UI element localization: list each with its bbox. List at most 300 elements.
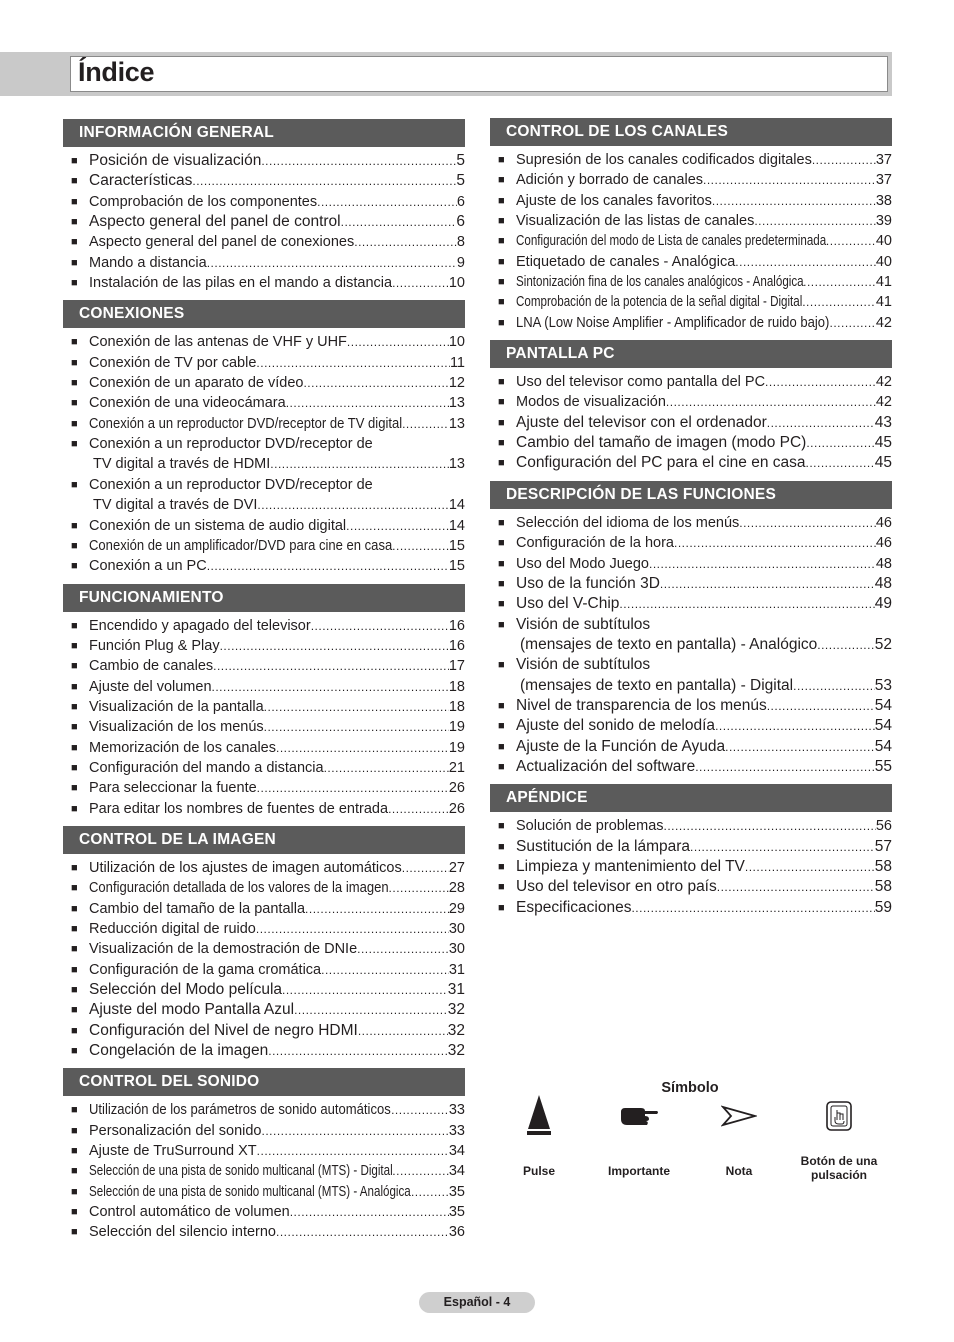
square-bullet-icon: ■ [498,820,505,833]
dot-leader [826,231,876,251]
section-heading: PANTALLA PC [490,340,892,368]
dot-leader [212,677,449,697]
square-bullet-icon: ■ [71,377,78,390]
toc-section [63,300,465,576]
square-bullet-icon: ■ [71,1004,78,1017]
page-number: 16 [448,617,465,634]
toc-list [490,509,892,777]
entry-text: Selección de una pista de sonido multicanal (MTS) - Digital [89,1163,393,1180]
toc-entry[interactable] [71,799,465,819]
square-bullet-icon: ■ [71,519,78,532]
dot-leader [220,636,449,656]
symbol-boton [791,1092,887,1182]
square-bullet-icon: ■ [498,760,505,773]
entry-text: Visualización de la demostración de DNIe [89,941,358,958]
page-number: 45 [874,434,892,452]
page-number: 27 [448,859,465,876]
section-gap [490,777,892,784]
toc-entry[interactable] [71,414,465,434]
page-number: 8 [456,234,465,251]
entry-text: Sustitución de la lámpara [516,837,691,855]
entry-text: Ajuste de la Función de Ayuda [516,737,726,755]
toc-entry[interactable] [498,413,892,433]
dot-leader [256,919,449,939]
entry-text: Conexión de las antenas de VHF y UHF [89,334,347,351]
dot-leader [286,393,449,413]
dot-leader [812,150,876,170]
toc-entry[interactable] [71,677,465,697]
toc-entry[interactable] [71,373,465,393]
toc-entry[interactable] [498,696,892,716]
page-number: 59 [874,898,892,916]
square-bullet-icon: ■ [71,963,78,976]
toc-entry[interactable] [71,212,465,232]
section-gap [490,474,892,481]
page-number: 34 [448,1143,465,1160]
square-bullet-icon: ■ [498,840,505,853]
toc-entry[interactable] [71,393,465,413]
page-number: 54 [874,717,892,735]
square-bullet-icon: ■ [71,680,78,693]
entry-text: Configuración del Nivel de negro HDMI [89,1021,358,1039]
square-bullet-icon: ■ [71,721,78,734]
symbol-nota [691,1092,787,1178]
toc-entry[interactable] [498,816,892,836]
page-number: 40 [875,253,892,270]
toc-entry[interactable] [71,858,465,878]
square-bullet-icon: ■ [71,539,78,552]
page-number: 42 [875,374,892,391]
dot-leader [192,171,456,191]
square-bullet-icon: ■ [498,598,505,611]
entry-text: Visión de subtítulos [516,615,651,633]
dot-leader [264,717,449,737]
entry-text: Mando a distancia [89,254,207,271]
toc-entry[interactable] [71,516,465,536]
toc-entry[interactable] [71,1222,465,1242]
page-number: 18 [448,678,465,695]
square-bullet-icon: ■ [71,560,78,573]
toc-entry[interactable] [71,616,465,636]
page-number: 39 [875,213,892,230]
square-bullet-icon: ■ [71,861,78,874]
dot-leader [294,1000,448,1020]
toc-entry[interactable] [71,273,465,293]
toc-entry[interactable] [71,536,465,556]
toc-entry[interactable] [71,1161,465,1181]
toc-entry[interactable] [71,232,465,252]
entry-text: Conexión de un aparato de vídeo [89,375,304,392]
symbol-label: Pulse [522,1164,555,1178]
dot-leader [324,758,449,778]
entry-text: Modos de visualización [516,394,666,411]
toc-entry[interactable] [498,574,892,594]
square-bullet-icon: ■ [498,860,505,873]
toc-entry[interactable] [498,594,892,614]
dot-leader [392,273,449,293]
dot-leader [830,313,876,333]
page-number: 36 [448,1224,465,1241]
dot-leader [739,513,876,533]
toc-entry[interactable] [71,1021,465,1041]
entry-text: Ajuste de TruSurround XT [89,1143,257,1160]
entry-text: Configuración del mando a distancia [89,759,324,776]
symbol-importante [591,1092,687,1178]
entry-text: Nivel de transparencia de los menús [516,696,767,714]
toc-section [63,826,465,1061]
toc-entry[interactable] [71,758,465,778]
page-number: 32 [447,1021,465,1039]
dot-leader [262,1121,449,1141]
page-number: 35 [448,1204,465,1221]
toc-entry[interactable] [498,191,892,211]
toc-entry[interactable] [71,919,465,939]
dot-leader [257,1141,449,1161]
square-bullet-icon: ■ [498,457,505,470]
square-bullet-icon: ■ [71,236,78,249]
section-heading: APÉNDICE [490,784,892,812]
entry-text: Conexión a un PC [89,558,207,575]
dot-leader [802,292,876,312]
section-gap [63,293,465,300]
entry-text: Conexión a un reproductor DVD/receptor de [89,436,373,453]
dot-leader [402,858,449,878]
dot-leader [392,536,449,556]
toc-entry[interactable] [71,778,465,798]
toc-entry[interactable] [498,292,892,312]
toc-entry[interactable] [71,1141,465,1161]
dot-leader [276,738,449,758]
page-number: 43 [874,413,892,431]
toc-entry[interactable] [71,353,465,373]
dot-leader [725,737,875,757]
entry-text: Conexión de una videocámara [89,395,286,412]
one-touch-button-icon [791,1092,887,1140]
dot-leader [270,454,449,474]
page-number: 58 [874,857,892,875]
entry-text: Características [89,172,193,190]
page-number: 14 [448,497,465,514]
entry-text: Visualización de los menús [89,719,264,736]
dot-leader [268,1041,448,1061]
toc-entry[interactable] [498,837,892,857]
symbol-label: Botón de una pulsación [800,1154,878,1182]
dot-leader [305,899,449,919]
toc-entry[interactable] [71,1121,465,1141]
page-number: 6 [456,193,465,210]
toc-list [490,146,892,333]
square-bullet-icon: ■ [71,1185,78,1198]
toc-entry[interactable] [71,253,465,273]
entry-text: Cambio de canales [89,658,214,675]
square-bullet-icon: ■ [71,660,78,673]
toc-entry[interactable] [498,615,892,656]
square-bullet-icon: ■ [71,1124,78,1137]
square-bullet-icon: ■ [498,276,505,289]
page-number: 31 [447,981,465,999]
entry-text: Conexión a un reproductor DVD/receptor de TV digital [89,415,403,432]
square-bullet-icon: ■ [71,478,78,491]
toc-entry[interactable] [498,737,892,757]
entry-text: Instalación de las pilas en el mando a distancia [89,275,393,292]
toc-entry[interactable] [71,192,465,212]
toc-entry[interactable] [71,1202,465,1222]
entry-text: Selección del idioma de los menús [516,514,740,531]
section-heading: DESCRIPCIÓN DE LAS FUNCIONES [490,481,892,509]
page-number: 32 [447,1042,465,1060]
square-bullet-icon: ■ [71,761,78,774]
square-bullet-icon: ■ [498,740,505,753]
page-number: 48 [875,555,892,572]
toc-entry[interactable] [498,716,892,736]
entry-text: (mensajes de texto en pantalla) - Digital [520,676,794,694]
page-number: 40 [875,233,892,250]
dot-leader [631,898,874,918]
toc-entry[interactable] [498,898,892,918]
toc-list [63,1096,465,1242]
square-bullet-icon: ■ [71,256,78,269]
dot-leader [402,414,449,434]
page-number: 15 [448,537,465,554]
symbol-label: Nota [725,1164,753,1178]
entry-text: Reducción digital de ruido [89,921,256,937]
square-bullet-icon: ■ [71,923,78,935]
toc-entry[interactable] [71,980,465,1000]
toc-section [490,784,892,918]
entry-text: Selección del silencio interno [89,1224,276,1241]
entry-text: Ajuste del volumen [89,678,212,695]
toc-entry[interactable] [498,857,892,877]
toc-entry[interactable] [498,433,892,453]
arrow-note-icon [691,1092,787,1140]
square-bullet-icon: ■ [71,1206,78,1219]
toc-entry[interactable] [498,231,892,251]
entry-text: Configuración del PC para el cine en casa [516,454,806,472]
square-bullet-icon: ■ [71,417,78,430]
toc-list [490,812,892,918]
toc-entry[interactable] [498,372,892,392]
toc-entry[interactable] [71,939,465,959]
page-number: 10 [448,275,465,292]
toc-entry[interactable] [498,877,892,897]
toc-entry[interactable] [498,533,892,553]
toc-entry[interactable] [498,513,892,533]
entry-text: Selección de una pista de sonido multicanal (MTS) - Analógica [89,1183,411,1200]
entry-text: Limpieza y mantenimiento del TV [516,857,745,875]
toc-entry[interactable] [71,960,465,980]
page-number: 28 [448,880,465,897]
dot-leader [207,556,449,576]
entry-text: Función Plug & Play [89,637,220,654]
entry-text: Ajuste del modo Pantalla Azul [89,1001,295,1019]
entry-text: LNA (Low Noise Amplifier - Amplificador de ruido bajo) [516,314,830,331]
toc-entry[interactable] [71,717,465,737]
entry-text: Para editar los nombres de fuentes de entrada [89,800,389,817]
entry-text: TV digital a través de HDMI [93,456,271,473]
page-number: 26 [448,780,465,797]
toc-entry[interactable] [71,899,465,919]
section-heading: CONTROL DE LA IMAGEN [63,826,465,854]
entry-text: Control automático de volumen [89,1204,290,1221]
dot-leader [411,1182,449,1202]
toc-entry[interactable] [71,697,465,717]
dot-leader [311,616,449,636]
dot-leader [690,837,875,857]
toc-entry[interactable] [498,170,892,190]
page-number: 30 [448,921,465,937]
dot-leader [717,877,875,897]
toc-entry[interactable] [498,554,892,574]
toc-list [63,147,465,293]
page-number: 55 [874,757,892,775]
entry-text: Configuración de la hora [516,535,674,552]
entry-text: Cambio del tamaño de la pantalla [89,900,306,917]
toc-section [63,119,465,293]
toc-entry[interactable] [71,151,465,171]
entry-text: Configuración de la gama cromática [89,961,322,978]
page-number: 52 [874,635,892,653]
toc-entry[interactable] [71,434,465,475]
square-bullet-icon: ■ [498,296,505,309]
dot-leader [282,980,448,1000]
symbol-label: Importante [607,1164,670,1178]
dot-leader [806,433,874,453]
page-number: 11 [449,354,465,371]
page-number: 37 [875,172,892,189]
dot-leader [261,151,456,171]
entry-text: Uso del televisor en otro país [516,878,717,896]
right-column [490,118,892,918]
square-bullet-icon: ■ [498,396,505,409]
square-bullet-icon: ■ [498,720,505,733]
toc-entry[interactable] [71,1000,465,1020]
dot-leader [649,554,876,574]
dot-leader [754,211,876,231]
entry-text: Aspecto general del panel de control [89,213,341,231]
square-bullet-icon: ■ [498,537,505,550]
dot-leader [806,453,875,473]
square-bullet-icon: ■ [498,316,505,329]
symbol-legend [505,1078,885,1188]
toc-entry[interactable] [498,453,892,473]
toc-entry[interactable] [71,1041,465,1061]
press-triangle-icon [491,1092,587,1140]
page-number: 41 [875,274,892,291]
toc-entry[interactable] [498,252,892,272]
pointing-hand-icon [591,1092,687,1140]
dot-leader [256,353,450,373]
entry-text: Aspecto general del panel de conexiones [89,234,355,251]
toc-entry[interactable] [71,878,465,898]
square-bullet-icon: ■ [498,699,505,712]
square-bullet-icon: ■ [498,881,505,894]
toc-entry[interactable] [498,150,892,170]
square-bullet-icon: ■ [498,174,505,187]
toc-entry[interactable] [71,171,465,191]
page-footer: Español - 4 [419,1292,535,1313]
page-number: 33 [448,1122,465,1139]
entry-text: Adición y borrado de canales [516,172,704,189]
page-number: 41 [875,294,892,311]
entry-text: Uso del Modo Juego [516,555,649,572]
page-number: 58 [874,878,892,896]
page-number: 10 [448,334,465,351]
square-bullet-icon: ■ [498,557,505,570]
entry-text: Para seleccionar la fuente [89,780,257,797]
dot-leader [745,857,875,877]
toc-entry[interactable] [71,475,465,516]
square-bullet-icon: ■ [71,438,78,451]
page-title: Índice [78,57,155,87]
square-bullet-icon: ■ [71,700,78,713]
left-column [63,119,465,1243]
dot-leader [257,778,449,798]
symbol-pulse [491,1092,587,1178]
square-bullet-icon: ■ [71,1145,78,1158]
page-number: 6 [456,213,465,231]
toc-entry[interactable] [498,757,892,777]
square-bullet-icon: ■ [71,882,78,895]
page-number: 34 [448,1163,465,1180]
page-number: 30 [448,941,465,958]
dot-leader [803,272,876,292]
square-bullet-icon: ■ [71,1226,78,1239]
page-number: 19 [448,719,465,736]
entry-text: Comprobación de la potencia de la señal digital - Digital [516,294,803,311]
toc-entry[interactable] [71,556,465,576]
section-gap [63,819,465,826]
square-bullet-icon: ■ [71,1045,78,1058]
toc-section [63,1068,465,1242]
toc-entry[interactable] [498,313,892,333]
section-gap [63,1061,465,1068]
dot-leader [735,252,876,272]
page-number: 29 [448,900,465,917]
section-heading: FUNCIONAMIENTO [63,584,465,612]
page-number: 9 [456,254,465,271]
dot-leader [767,696,875,716]
toc-entry[interactable] [71,738,465,758]
square-bullet-icon: ■ [71,1024,78,1037]
entry-text: Uso de la función 3D [516,574,660,592]
square-bullet-icon: ■ [498,516,505,529]
toc-entry[interactable] [498,211,892,231]
toc-entry[interactable] [71,656,465,676]
square-bullet-icon: ■ [71,902,78,915]
dot-leader [264,697,449,717]
page-number: 16 [448,637,465,654]
square-bullet-icon: ■ [498,577,505,590]
square-bullet-icon: ■ [71,741,78,754]
dot-leader [793,676,875,696]
toc-entry[interactable] [71,332,465,352]
page-number: 18 [448,698,465,715]
dot-leader [276,1222,449,1242]
square-bullet-icon: ■ [498,901,505,914]
toc-entry[interactable] [71,636,465,656]
toc-entry[interactable] [71,1100,465,1120]
entry-text: Supresión de los canales codificados digitales [516,152,812,168]
toc-entry[interactable] [498,392,892,412]
dot-leader [388,799,449,819]
toc-section [490,118,892,333]
toc-entry[interactable] [498,272,892,292]
toc-entry[interactable] [498,655,892,696]
toc-entry[interactable] [71,1182,465,1202]
square-bullet-icon: ■ [71,155,78,167]
square-bullet-icon: ■ [71,216,78,229]
page-number: 49 [874,595,892,613]
